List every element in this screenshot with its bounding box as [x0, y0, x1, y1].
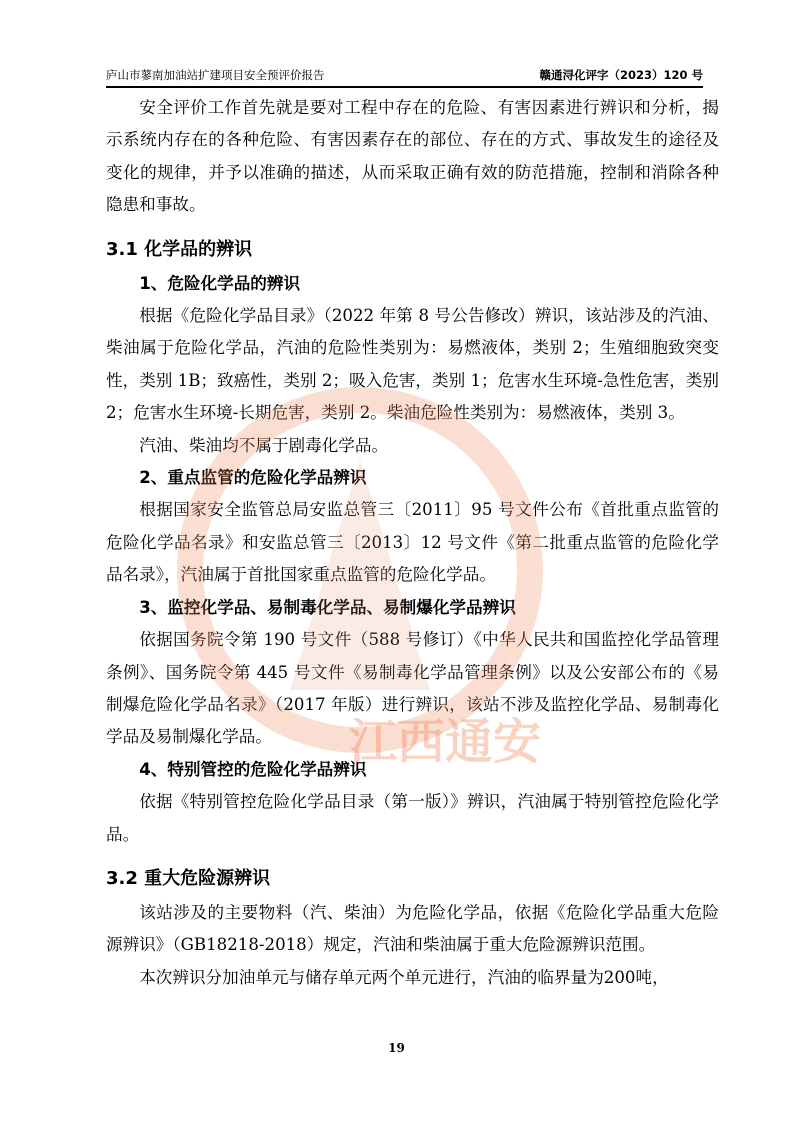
paragraph: 依据《特别管控危险化学品目录（第一版）》辨识，汽油属于特别管控危险化学品。: [106, 792, 719, 844]
paragraph: 根据《危险化学品目录》（2022 年第 8 号公告修改）辨识，该站涉及的汽油、柴油属于危险化学品，汽油的危险性类别为：易燃液体，类别 2；生殖细胞致突变性，类别 1B；致癌性，类别 2；吸入危害，类别 1；危害水生环境-急性危害，类别 2；危害水生环境-长期危害，类别 2。柴油危险性类别为：易燃液体，类别 3。: [106, 306, 719, 423]
subsection-heading: 4、特别管控的危险化学品辨识: [139, 759, 367, 779]
subsection-heading: 3、监控化学品、易制毒化学品、易制爆化学品辨识: [139, 597, 516, 617]
paragraph: 依据国务院令第 190 号文件（588 号修订）《中华人民共和国监控化学品管理条例》、国务院令第 445 号文件《易制毒化学品管理条例》以及公安部公布的《易制爆危险化学品名录》（2017 年版）进行辨识，该站不涉及监控化学品、易制毒化学品及易制爆化学品。: [106, 630, 719, 747]
subsection-heading: 2、重点监管的危险化学品辨识: [139, 468, 367, 488]
header-report-title: 庐山市蓼南加油站扩建项目安全预评价报告: [106, 68, 325, 82]
paragraph: 根据国家安全监管总局安监总管三〔2011〕95 号文件公布《首批重点监管的危险化学品名录》和安监总管三〔2013〕12 号文件《第二批重点监管的危险化学品名录》，汽油属于首批国家重点监管的危险化学品。: [106, 500, 719, 585]
subsection-heading: 1、危险化学品的辨识: [139, 273, 301, 293]
paragraph: 汽油、柴油均不属于剧毒化学品。: [139, 435, 389, 455]
header-report-number: 赣通浔化评字（2023）120 号: [539, 68, 703, 82]
paragraph: 安全评价工作首先就是要对工程中存在的危险、有害因素进行辨识和分析，揭示系统内存在的各种危险、有害因素存在的部位、存在的方式、事故发生的途径及变化的规律，并予以准确的描述，从而采取正确有效的防范措施，控制和消除各种隐患和事故。: [106, 98, 719, 215]
section-heading: 3.1 化学品的辨识: [106, 238, 253, 260]
paragraph: 本次辨识分加油单元与储存单元两个单元进行，汽油的临界量为200吨，: [139, 967, 669, 987]
watermark-text: 江西通安: [348, 714, 542, 770]
paragraph: 该站涉及的主要物料（汽、柴油）为危险化学品，依据《危险化学品重大危险源辨识》（GB18218-2018）规定，汽油和柴油属于重大危险源辨识范围。: [106, 902, 719, 955]
page-header: [106, 66, 703, 88]
section-heading: 3.2 重大危险源辨识: [106, 867, 271, 889]
page-number: 19: [388, 1041, 405, 1055]
document-body: [106, 92, 719, 994]
